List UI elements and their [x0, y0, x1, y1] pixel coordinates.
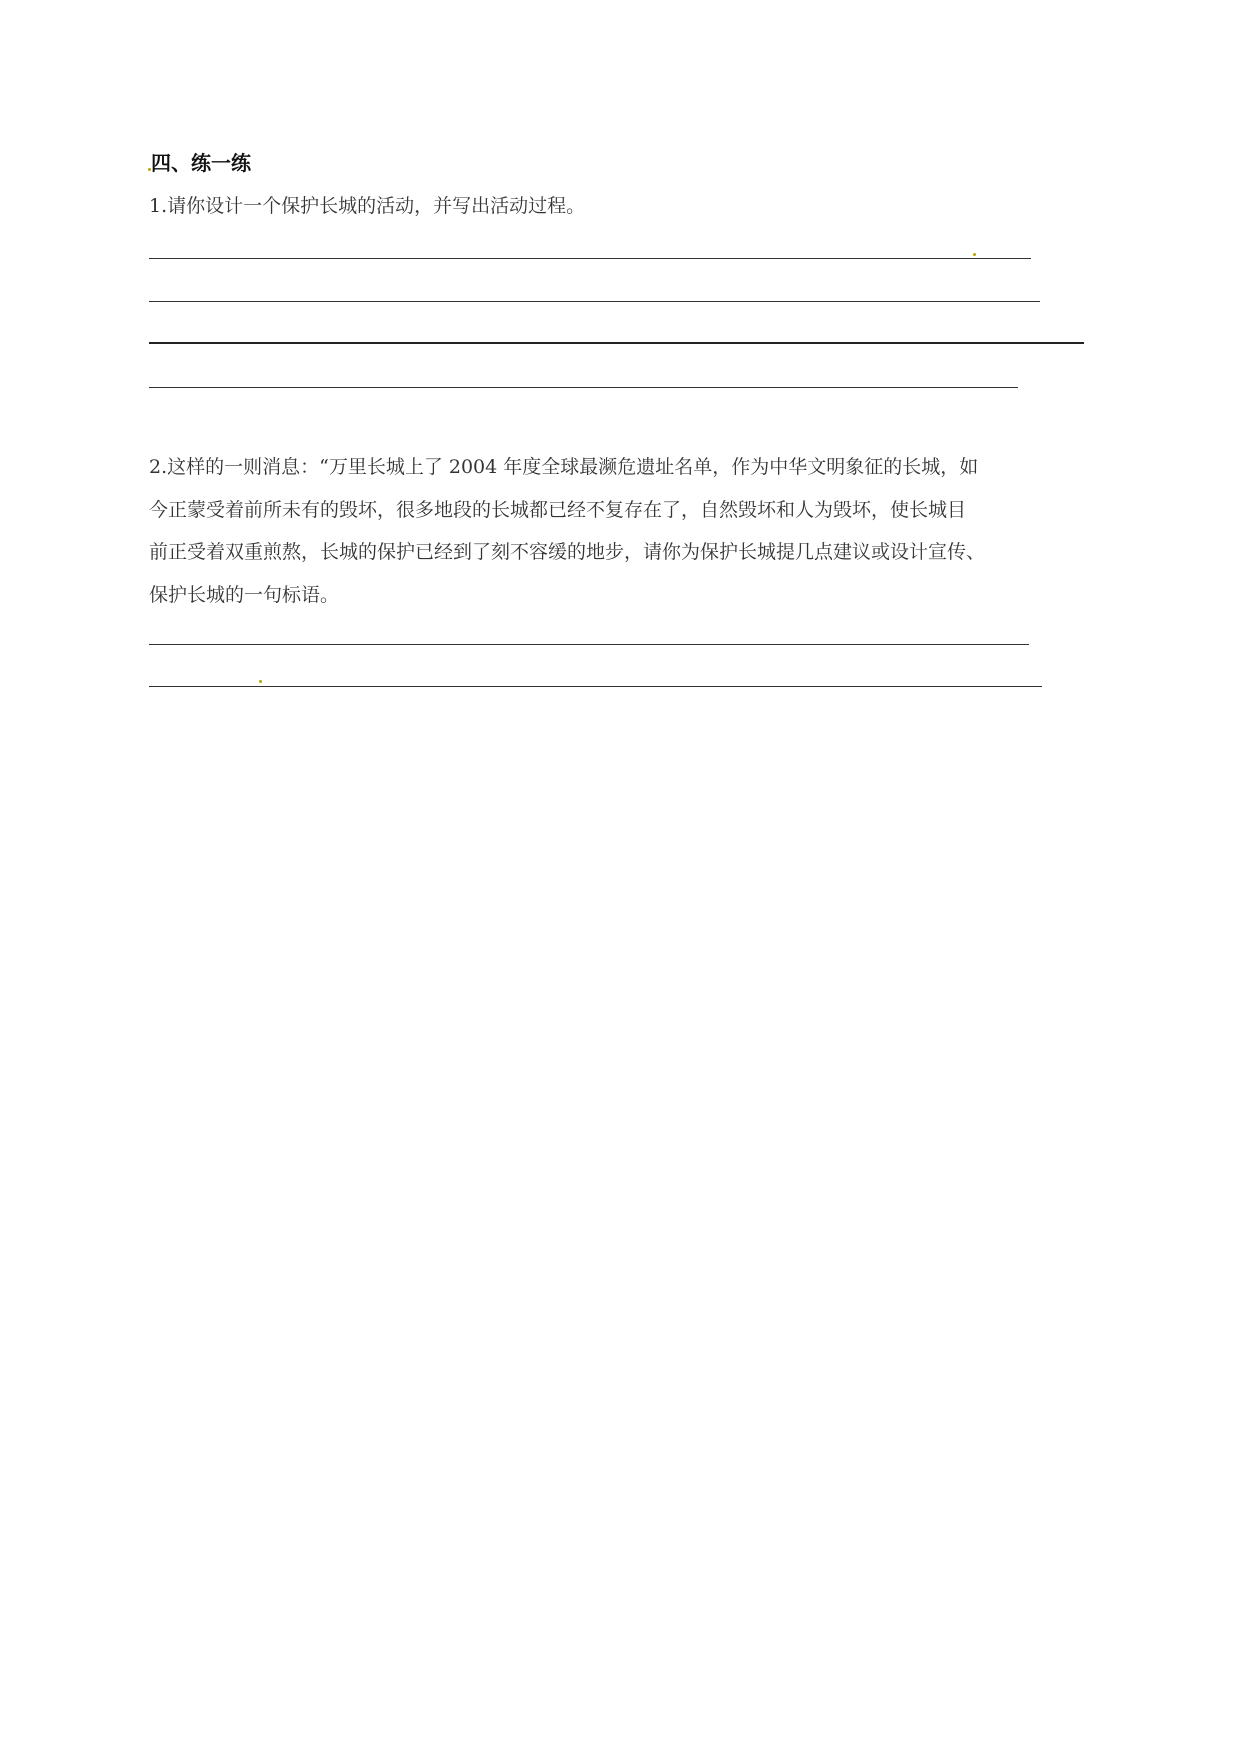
question-2-text	[149, 446, 1109, 616]
ink-speck	[259, 680, 262, 683]
question-2-line: 2.这样的一则消息：“万里长城上了 2004 年度全球最濒危遗址名单，作为中华文明象征的长城，如	[149, 456, 979, 478]
question-2-answer-line[interactable]	[149, 644, 1029, 645]
question-2-line: 今正蒙受着前所未有的毁坏，很多地段的长城都已经不复存在了，自然毁坏和人为毁坏，使长城目	[149, 498, 967, 521]
question-2-line: 保护长城的一句标语。	[149, 583, 340, 606]
ink-speck	[973, 253, 976, 256]
question-1-answer-line[interactable]	[149, 387, 1018, 388]
question-1-answer-line[interactable]	[149, 301, 1040, 302]
question-2-answer-line[interactable]	[149, 686, 1042, 687]
section-title: 四、练一练	[151, 151, 251, 175]
question-2-line: 前正受着双重煎熬，长城的保护已经到了刻不容缓的地步，请你为保护长城提几点建议或设计宣传、	[149, 541, 986, 563]
question-1-answer-line[interactable]	[149, 258, 1031, 259]
question-1-text: 1.请你设计一个保护长城的活动，并写出活动过程。	[149, 195, 586, 217]
question-1-answer-line[interactable]	[149, 342, 1084, 344]
